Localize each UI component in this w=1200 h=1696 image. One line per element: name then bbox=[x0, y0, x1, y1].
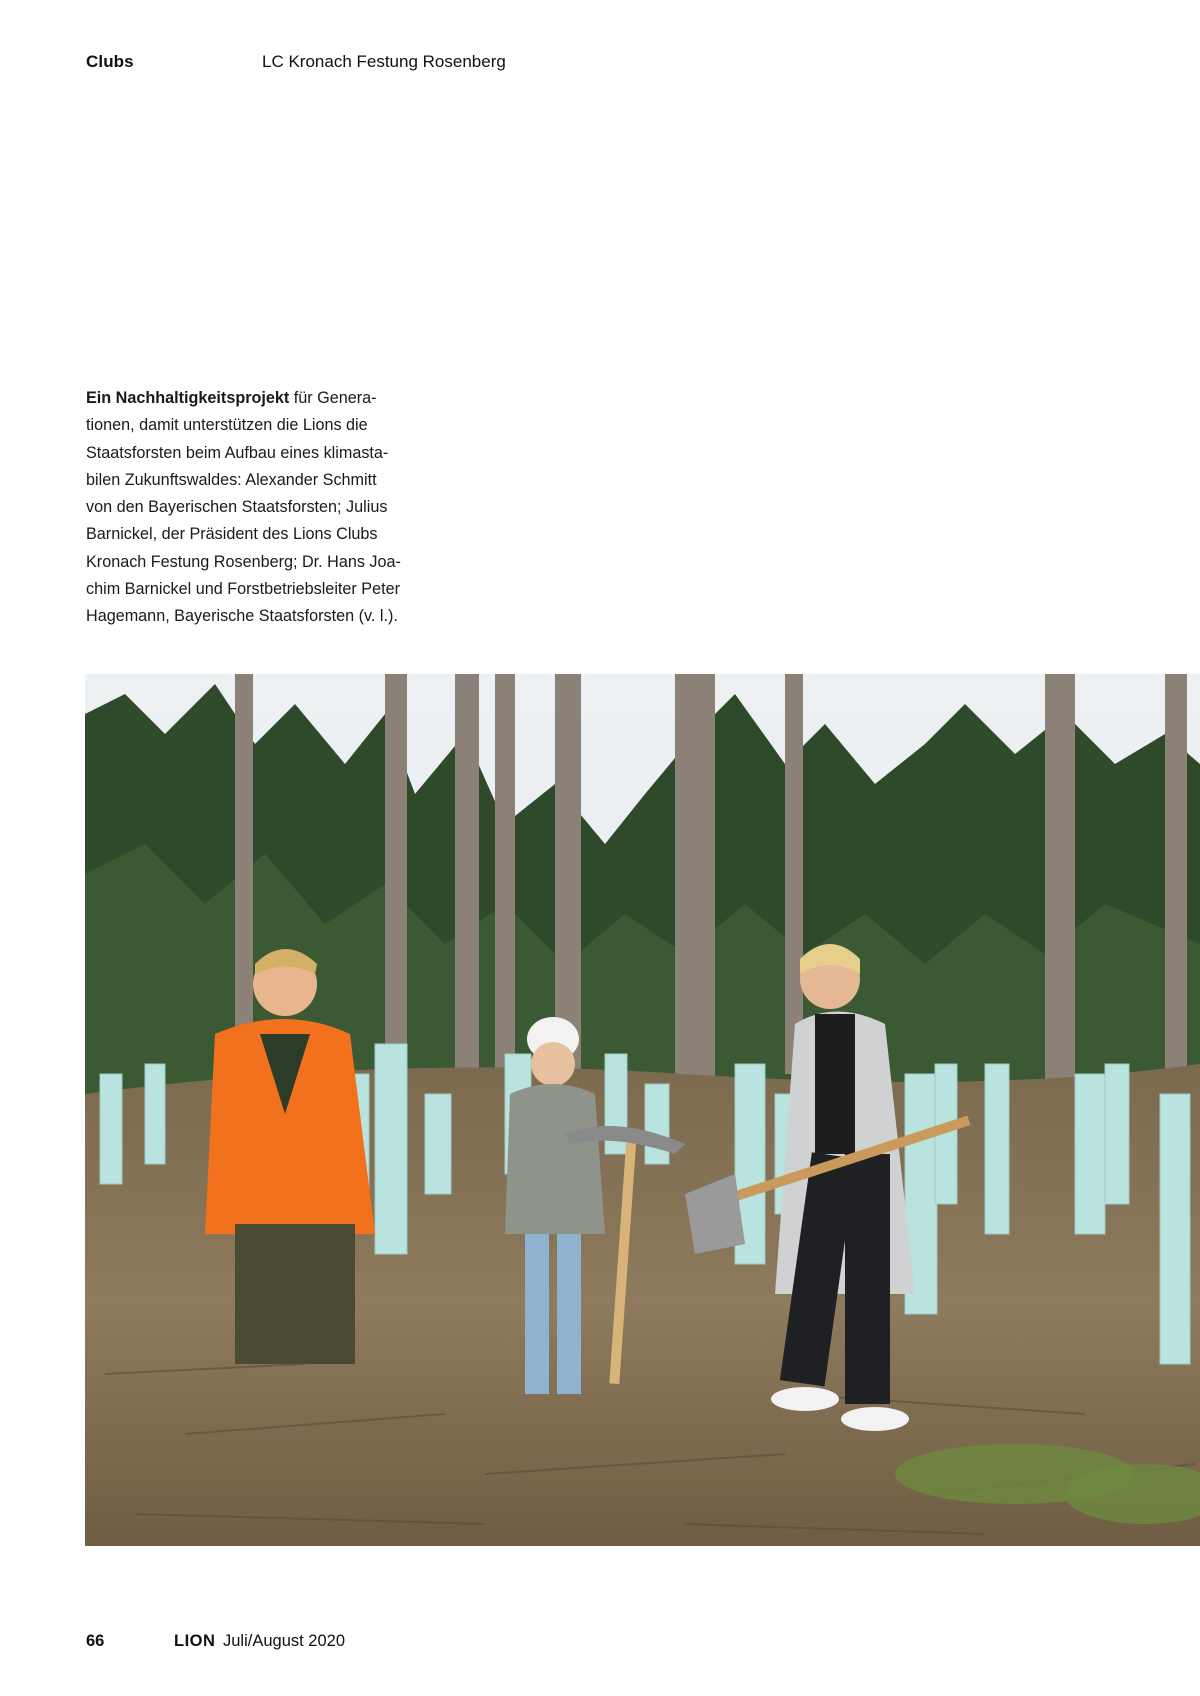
caption-line: chim Barnickel und Forstbetriebsleiter Peter bbox=[86, 580, 400, 599]
magazine-name: LION bbox=[174, 1632, 216, 1650]
caption-line: tionen, damit unterstützen die Lions die bbox=[86, 416, 368, 435]
page-number: 66 bbox=[86, 1632, 105, 1650]
caption-line: Staatsforsten beim Aufbau eines klimasta- bbox=[86, 443, 389, 462]
club-name: LC Kronach Festung Rosenberg bbox=[262, 52, 506, 71]
caption-line: Barnickel, der Präsident des Lions Clubs bbox=[86, 525, 378, 544]
photo-caption bbox=[86, 385, 426, 631]
section-label: Clubs bbox=[86, 52, 134, 71]
caption-line: von den Bayerischen Staatsforsten; Julius bbox=[86, 498, 388, 517]
caption-lead: Ein Nachhaltigkeitsprojekt bbox=[86, 389, 290, 407]
caption-line: Hagemann, Bayerische Staatsforsten (v. l.). bbox=[86, 607, 398, 626]
issue-date: Juli/August 2020 bbox=[223, 1632, 346, 1650]
caption-line: für Genera- bbox=[289, 389, 377, 407]
forest-planting-photo bbox=[85, 674, 1200, 1546]
caption-line: bilen Zukunftswaldes: Alexander Schmitt bbox=[86, 470, 377, 489]
photo-forest-tree-planting-icon bbox=[85, 674, 1200, 1546]
caption-line: Kronach Festung Rosenberg; Dr. Hans Joa- bbox=[86, 552, 401, 571]
